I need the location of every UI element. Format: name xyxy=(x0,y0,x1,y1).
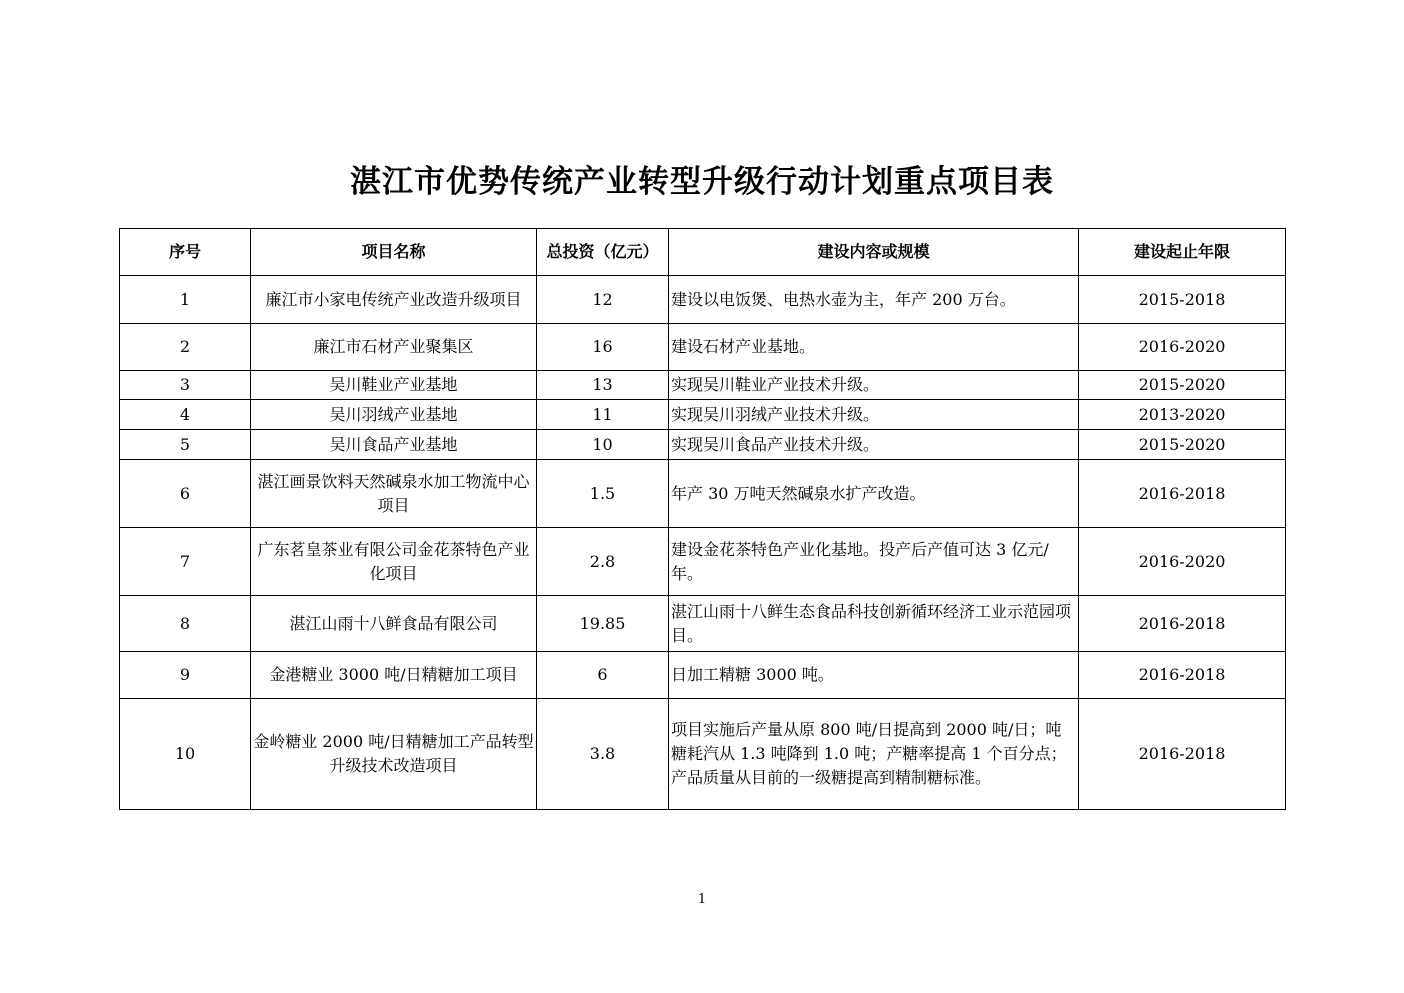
table-row xyxy=(120,699,1286,810)
cell-seq: 3 xyxy=(120,371,251,400)
cell-content: 实现吴川羽绒产业技术升级。 xyxy=(669,400,1079,430)
cell-investment: 16 xyxy=(537,324,669,371)
header-years: 建设起止年限 xyxy=(1079,229,1286,276)
cell-name: 湛江山雨十八鲜食品有限公司 xyxy=(251,596,537,652)
table-row xyxy=(120,276,1286,324)
cell-content: 日加工精糖 3000 吨。 xyxy=(669,652,1079,699)
cell-investment: 10 xyxy=(537,430,669,460)
cell-seq: 9 xyxy=(120,652,251,699)
cell-seq: 5 xyxy=(120,430,251,460)
cell-name: 湛江画景饮料天然碱泉水加工物流中心项目 xyxy=(251,460,537,528)
cell-name: 吴川鞋业产业基地 xyxy=(251,371,537,400)
header-seq: 序号 xyxy=(120,229,251,276)
table-row xyxy=(120,596,1286,652)
header-content: 建设内容或规模 xyxy=(669,229,1079,276)
cell-seq: 1 xyxy=(120,276,251,324)
cell-investment: 1.5 xyxy=(537,460,669,528)
header-name: 项目名称 xyxy=(251,229,537,276)
cell-investment: 12 xyxy=(537,276,669,324)
table-row xyxy=(120,324,1286,371)
cell-investment: 6 xyxy=(537,652,669,699)
cell-content: 实现吴川食品产业技术升级。 xyxy=(669,430,1079,460)
cell-investment: 19.85 xyxy=(537,596,669,652)
table-row xyxy=(120,652,1286,699)
cell-years: 2016-2020 xyxy=(1079,324,1286,371)
page-number: 1 xyxy=(697,892,707,907)
cell-seq: 10 xyxy=(120,699,251,810)
cell-investment: 11 xyxy=(537,400,669,430)
cell-name: 金港糖业 3000 吨/日精糖加工项目 xyxy=(251,652,537,699)
cell-name: 广东茗皇茶业有限公司金花茶特色产业化项目 xyxy=(251,528,537,596)
cell-investment: 13 xyxy=(537,371,669,400)
cell-content: 实现吴川鞋业产业技术升级。 xyxy=(669,371,1079,400)
cell-name: 廉江市小家电传统产业改造升级项目 xyxy=(251,276,537,324)
cell-seq: 7 xyxy=(120,528,251,596)
cell-investment: 3.8 xyxy=(537,699,669,810)
cell-years: 2013-2020 xyxy=(1079,400,1286,430)
cell-years: 2016-2018 xyxy=(1079,699,1286,810)
cell-name: 吴川羽绒产业基地 xyxy=(251,400,537,430)
table-row xyxy=(120,371,1286,400)
cell-investment: 2.8 xyxy=(537,528,669,596)
cell-seq: 2 xyxy=(120,324,251,371)
page-title: 湛江市优势传统产业转型升级行动计划重点项目表 xyxy=(350,164,1054,200)
cell-years: 2015-2020 xyxy=(1079,371,1286,400)
cell-years: 2015-2020 xyxy=(1079,430,1286,460)
cell-years: 2016-2018 xyxy=(1079,652,1286,699)
table-row xyxy=(120,528,1286,596)
cell-years: 2015-2018 xyxy=(1079,276,1286,324)
cell-content: 建设石材产业基地。 xyxy=(669,324,1079,371)
cell-content: 湛江山雨十八鲜生态食品科技创新循环经济工业示范园项目。 xyxy=(669,596,1079,652)
cell-name: 廉江市石材产业聚集区 xyxy=(251,324,537,371)
table-row xyxy=(120,430,1286,460)
table-header-row xyxy=(120,229,1286,276)
cell-content: 建设金花茶特色产业化基地。投产后产值可达 3 亿元/年。 xyxy=(669,528,1079,596)
cell-years: 2016-2020 xyxy=(1079,528,1286,596)
projects-table xyxy=(119,228,1286,810)
cell-content: 项目实施后产量从原 800 吨/日提高到 2000 吨/日；吨糖耗汽从 1.3 吨降到 1.0 吨；产糖率提高 1 个百分点；产品质量从目前的一级糖提高到精制糖标准。 xyxy=(669,699,1079,810)
cell-years: 2016-2018 xyxy=(1079,596,1286,652)
cell-seq: 8 xyxy=(120,596,251,652)
cell-seq: 6 xyxy=(120,460,251,528)
header-investment: 总投资（亿元） xyxy=(537,229,669,276)
table-row xyxy=(120,400,1286,430)
cell-seq: 4 xyxy=(120,400,251,430)
cell-years: 2016-2018 xyxy=(1079,460,1286,528)
table-row xyxy=(120,460,1286,528)
cell-name: 金岭糖业 2000 吨/日精糖加工产品转型升级技术改造项目 xyxy=(251,699,537,810)
cell-content: 建设以电饭煲、电热水壶为主，年产 200 万台。 xyxy=(669,276,1079,324)
cell-content: 年产 30 万吨天然碱泉水扩产改造。 xyxy=(669,460,1079,528)
cell-name: 吴川食品产业基地 xyxy=(251,430,537,460)
